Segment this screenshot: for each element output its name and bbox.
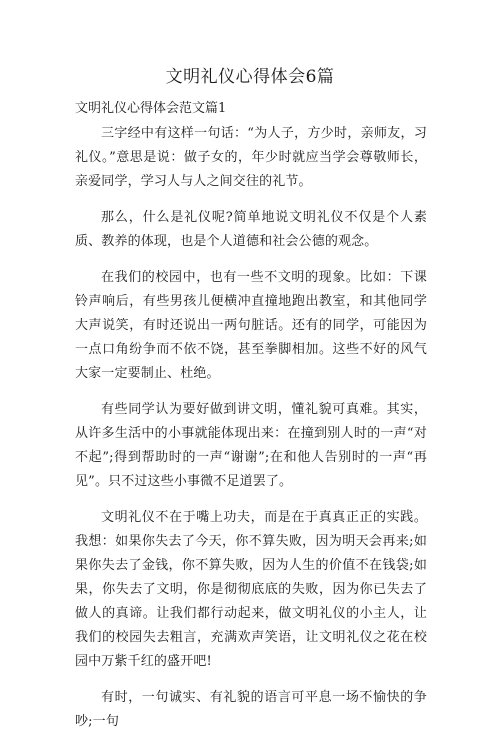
paragraph-6: 有时，一句诚实、有礼貌的语言可平息一场不愉快的争吵;一句 xyxy=(75,690,427,729)
document-body xyxy=(75,122,427,746)
paragraph-5: 文明礼仪不在于嘴上功夫，而是在于真真正正的实践。我想：如果你失去了今天，你不算失败，因为明天会再来;如果你失去了金钱，你不算失败，因为人生的价值不在钱袋;如果，你失去了文明，你是彻彻底底的失败，因为你已失去了做人的真谛。让我们都行动起来，做文明礼仪的小主人，让我们的校园失去粗言，充满欢声笑语，让文明礼仪之花在校园中万紫千红的盛开吧! xyxy=(75,510,427,669)
paragraph-3: 在我们的校园中，也有一些不文明的现象。比如：下课铃声响后，有些男孩儿便横冲直撞地跑出教室，和其他同学大声说笑，有时还说出一两句脏话。还有的同学，可能因为一点口角纷争而不依不饶，甚至拳脚相加。这些不好的风气大家一定要制止、杜绝。 xyxy=(75,270,427,381)
document-subtitle: 文明礼仪心得体会范文篇1 xyxy=(75,101,227,116)
paragraph-4: 有些同学认为要好做到讲文明，懂礼貌可真难。其实，从许多生活中的小事就能体现出来：在撞到别人时的一声“对不起”;得到帮助时的一声“谢谢”;在和他人告别时的一声“再见”。只不过这些小事微不足道罢了。 xyxy=(75,402,427,489)
document-title: 文明礼仪心得体会6篇 xyxy=(165,67,335,87)
paragraph-1: 三字经中有这样一句话：“为人子，方少时，亲师友，习礼仪。”意思是说：做子女的，年少时就应当学会尊敬师长，亲爱同学，学习人与人之间交往的礼节。 xyxy=(75,126,427,189)
paragraph-2: 那么，什么是礼仪呢?简单地说文明礼仪不仅是个人素质、教养的体现，也是个人道德和社会公德的观念。 xyxy=(75,210,427,249)
